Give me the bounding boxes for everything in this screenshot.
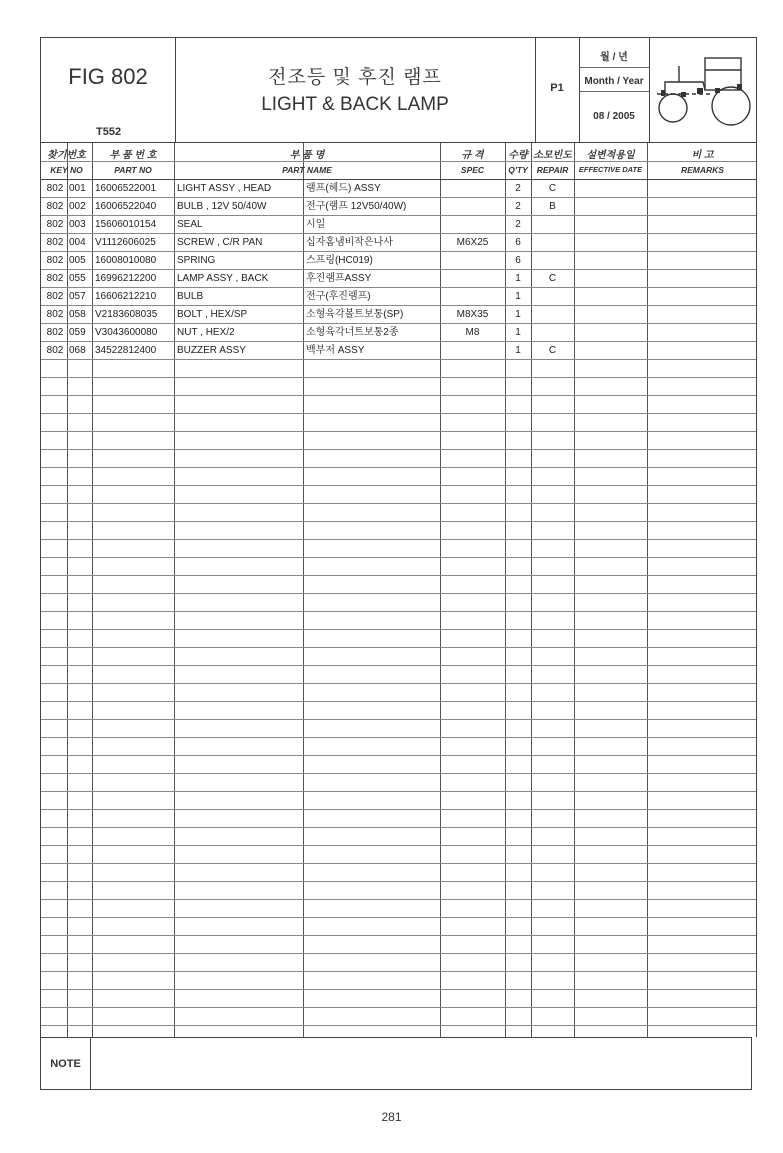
note-box bbox=[40, 1037, 752, 1090]
row-line bbox=[41, 773, 756, 774]
cell-name-ko: 후진램프ASSY bbox=[306, 273, 372, 284]
cell-name-ko: 백부저 ASSY bbox=[306, 345, 365, 356]
table-row bbox=[41, 306, 758, 324]
cell-repair bbox=[531, 306, 574, 324]
cell-fig: 802 bbox=[46, 183, 64, 194]
row-line bbox=[41, 953, 756, 954]
row-line bbox=[41, 1007, 756, 1008]
cell-qty: 6 bbox=[515, 237, 521, 248]
row-line bbox=[41, 395, 756, 396]
row-line bbox=[41, 791, 756, 792]
cell-name-en: SEAL bbox=[177, 219, 203, 230]
table-row bbox=[41, 216, 758, 234]
cell-name-ko: 램프(헤드) ASSY bbox=[306, 183, 381, 194]
cell-name-ko: 십자홈냄비작은나사 bbox=[306, 237, 393, 248]
cell-part: V1112606025 bbox=[95, 237, 156, 248]
part-name-header-korean: 부 품 명 bbox=[289, 150, 325, 161]
cell-repair: C bbox=[548, 183, 557, 194]
row-line bbox=[41, 683, 756, 684]
cell-qty: 2 bbox=[515, 183, 521, 194]
table-row bbox=[41, 234, 758, 252]
page-title-korean: 전조등 및 후진 램프 bbox=[268, 67, 442, 88]
row-line bbox=[41, 935, 756, 936]
row-line bbox=[41, 485, 756, 486]
page-code: P1 bbox=[550, 82, 564, 94]
cell-qty: 2 bbox=[515, 201, 521, 212]
cell-spec: M6X25 bbox=[456, 237, 489, 248]
cell-repair: C bbox=[548, 273, 557, 284]
divider bbox=[175, 38, 176, 142]
row-line bbox=[41, 161, 756, 162]
header-block bbox=[40, 37, 757, 143]
row-line bbox=[41, 467, 756, 468]
cell-key: 001 bbox=[69, 183, 86, 194]
cell-part: V3043600080 bbox=[95, 327, 158, 338]
cell-repair bbox=[531, 324, 574, 342]
row-line bbox=[41, 431, 756, 432]
row-line bbox=[41, 665, 756, 666]
model-code: T552 bbox=[96, 126, 122, 138]
cell-key: 003 bbox=[69, 219, 86, 230]
note-label: NOTE bbox=[41, 1038, 91, 1089]
cell-key: 002 bbox=[69, 201, 86, 212]
row-line bbox=[41, 1025, 756, 1026]
part-no-header-korean: 부 품 번 호 bbox=[109, 150, 157, 161]
divider bbox=[649, 38, 650, 142]
row-line bbox=[41, 611, 756, 612]
cell-fig: 802 bbox=[46, 327, 64, 338]
key-no-header: KEY NO bbox=[50, 165, 83, 175]
cell-name-ko: 소형육각너트보통2종 bbox=[306, 327, 399, 338]
effective-date-header-korean: 설변적용일 bbox=[586, 150, 635, 161]
row-line bbox=[41, 593, 756, 594]
row-line bbox=[41, 863, 756, 864]
cell-key: 059 bbox=[69, 327, 86, 338]
cell-qty: 1 bbox=[515, 291, 521, 302]
cell-spec: M8 bbox=[465, 327, 480, 338]
repair-header: REPAIR bbox=[536, 165, 569, 175]
row-line bbox=[41, 413, 756, 414]
row-line bbox=[41, 809, 756, 810]
cell-name-en: BOLT , HEX/SP bbox=[177, 309, 248, 320]
row-line bbox=[41, 881, 756, 882]
parts-table bbox=[40, 143, 757, 1037]
cell-key: 057 bbox=[69, 291, 86, 302]
cell-part: 16008010080 bbox=[95, 255, 157, 266]
row-line bbox=[41, 755, 756, 756]
cell-fig: 802 bbox=[46, 291, 64, 302]
cell-repair bbox=[531, 216, 574, 234]
cell-spec: M8X35 bbox=[456, 309, 489, 320]
cell-name-ko: 소형육각볼트보통(SP) bbox=[306, 309, 404, 320]
row-line bbox=[41, 539, 756, 540]
cell-name-ko: 전구(후진램프) bbox=[306, 291, 371, 302]
row-line bbox=[41, 827, 756, 828]
cell-repair: C bbox=[548, 345, 557, 356]
effective-date-header: EFFECTIVE DATE bbox=[578, 165, 643, 174]
cell-part: 15606010154 bbox=[95, 219, 157, 230]
revision-date: 08 / 2005 bbox=[593, 111, 635, 122]
qty-header: Q'TY bbox=[508, 165, 528, 175]
cell-fig: 802 bbox=[46, 201, 64, 212]
cell-fig: 802 bbox=[46, 255, 64, 266]
cell-name-en: SCREW , C/R PAN bbox=[177, 237, 263, 248]
cell-qty: 6 bbox=[515, 255, 521, 266]
cell-name-ko: 전구(램프 12V50/40W) bbox=[306, 201, 407, 212]
page-title: LIGHT & BACK LAMP bbox=[261, 94, 449, 115]
cell-qty: 1 bbox=[515, 309, 521, 320]
cell-key: 058 bbox=[69, 309, 86, 320]
repair-header-korean: 소모빈도 bbox=[533, 150, 572, 161]
month-year-label-korean: 월 / 년 bbox=[600, 52, 628, 63]
row-line bbox=[41, 449, 756, 450]
remarks-header-korean: 비 고 bbox=[691, 150, 714, 161]
cell-name-en: BULB , 12V 50/40W bbox=[177, 201, 267, 212]
tractor-icon bbox=[653, 48, 753, 130]
cell-fig: 802 bbox=[46, 345, 64, 356]
page-number: 281 bbox=[381, 1110, 402, 1124]
cell-name-en: SPRING bbox=[177, 255, 216, 266]
row-line bbox=[41, 899, 756, 900]
divider bbox=[579, 91, 649, 92]
cell-repair: B bbox=[549, 201, 556, 212]
table-row bbox=[41, 180, 758, 198]
row-line bbox=[41, 557, 756, 558]
cell-spec bbox=[440, 216, 505, 234]
cell-name-en: NUT , HEX/2 bbox=[177, 327, 235, 338]
table-row bbox=[41, 342, 758, 360]
cell-part: 34522812400 bbox=[95, 345, 157, 356]
cell-repair bbox=[531, 252, 574, 270]
table-row bbox=[41, 252, 758, 270]
cell-fig: 802 bbox=[46, 273, 64, 284]
cell-part: V2183608035 bbox=[95, 309, 158, 320]
spec-header-korean: 규 격 bbox=[461, 150, 484, 161]
cell-key: 068 bbox=[69, 345, 86, 356]
table-row bbox=[41, 324, 758, 342]
cell-fig: 802 bbox=[46, 219, 64, 230]
table-row bbox=[41, 270, 758, 288]
row-line bbox=[41, 575, 756, 576]
cell-part: 16996212200 bbox=[95, 273, 157, 284]
key-no-header-korean: 찾기번호 bbox=[47, 150, 86, 161]
part-name-header: PART NAME bbox=[282, 165, 332, 175]
cell-key: 055 bbox=[69, 273, 86, 284]
cell-name-ko: 시일 bbox=[306, 219, 326, 230]
cell-spec bbox=[440, 180, 505, 198]
cell-part: 16606212210 bbox=[95, 291, 157, 302]
row-line bbox=[41, 989, 756, 990]
table-row bbox=[41, 288, 758, 306]
divider bbox=[579, 67, 649, 68]
cell-spec bbox=[440, 252, 505, 270]
cell-name-en: LAMP ASSY , BACK bbox=[177, 273, 269, 284]
cell-part: 16006522040 bbox=[95, 201, 157, 212]
row-line bbox=[41, 647, 756, 648]
cell-name-en: BULB bbox=[177, 291, 204, 302]
cell-spec bbox=[440, 288, 505, 306]
cell-repair bbox=[531, 288, 574, 306]
row-line bbox=[41, 521, 756, 522]
cell-spec bbox=[440, 198, 505, 216]
row-line bbox=[41, 719, 756, 720]
spec-header: SPEC bbox=[460, 165, 485, 175]
cell-spec bbox=[440, 342, 505, 360]
part-no-header: PART NO bbox=[114, 165, 152, 175]
cell-fig: 802 bbox=[46, 237, 64, 248]
figure-number: FIG 802 bbox=[68, 64, 148, 89]
cell-part: 16006522001 bbox=[95, 183, 157, 194]
cell-repair bbox=[531, 234, 574, 252]
month-year-label: Month / Year bbox=[584, 76, 644, 87]
cell-qty: 2 bbox=[515, 219, 521, 230]
cell-name-en: BUZZER ASSY bbox=[177, 345, 246, 356]
cell-qty: 1 bbox=[515, 327, 521, 338]
cell-key: 004 bbox=[69, 237, 86, 248]
qty-header-korean: 수량 bbox=[508, 150, 528, 161]
cell-fig: 802 bbox=[46, 309, 64, 320]
row-line bbox=[41, 701, 756, 702]
row-line bbox=[41, 971, 756, 972]
table-row bbox=[41, 198, 758, 216]
row-line bbox=[41, 917, 756, 918]
cell-key: 005 bbox=[69, 255, 86, 266]
cell-qty: 1 bbox=[515, 273, 521, 284]
row-line bbox=[41, 503, 756, 504]
row-line bbox=[41, 377, 756, 378]
cell-spec bbox=[440, 270, 505, 288]
row-line bbox=[41, 737, 756, 738]
row-line bbox=[41, 845, 756, 846]
remarks-header: REMARKS bbox=[681, 165, 724, 175]
cell-name-en: LIGHT ASSY , HEAD bbox=[177, 183, 272, 194]
cell-qty: 1 bbox=[515, 345, 521, 356]
cell-name-ko: 스프링(HC019) bbox=[306, 255, 373, 266]
row-line bbox=[41, 629, 756, 630]
